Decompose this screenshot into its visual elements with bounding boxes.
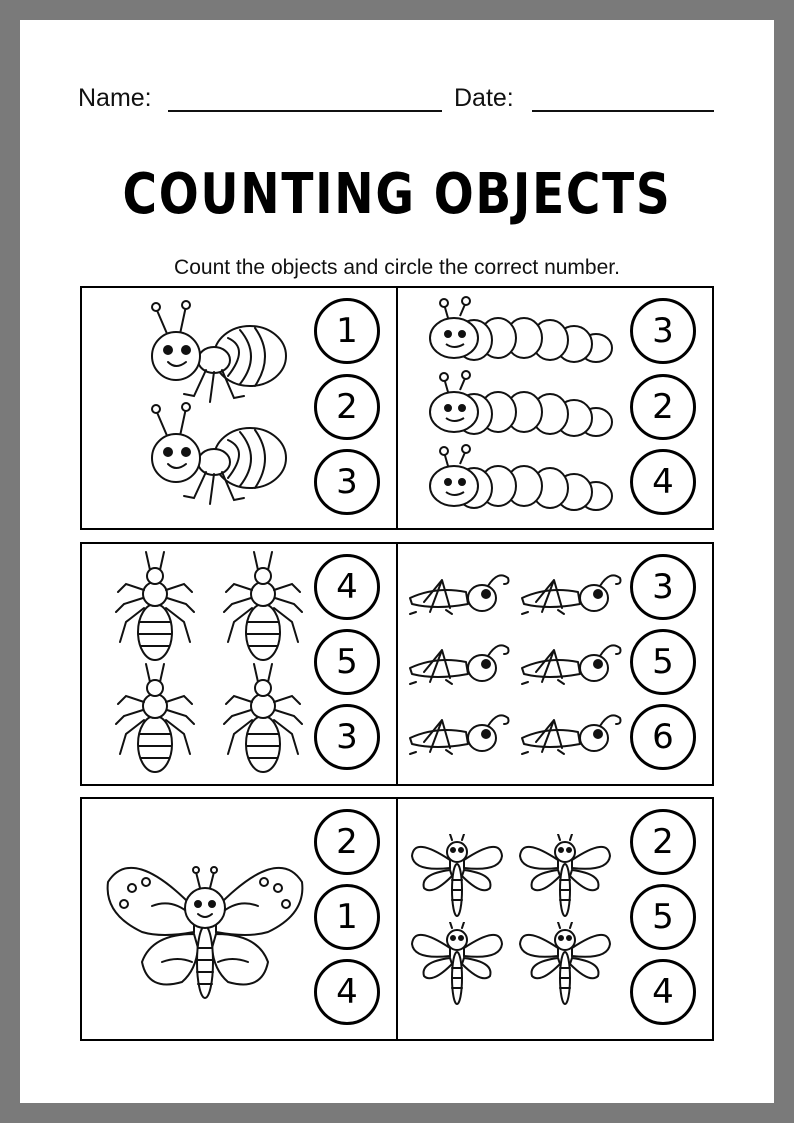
choice-circle[interactable]: 4: [314, 554, 380, 620]
choice-circle[interactable]: 5: [630, 629, 696, 695]
dragonfly-icon: [518, 834, 612, 918]
choice-circle[interactable]: 4: [630, 959, 696, 1025]
choice-circle[interactable]: 2: [314, 374, 380, 440]
choice-circle[interactable]: 5: [314, 629, 380, 695]
instructions-text: Count the objects and circle the correct number.: [174, 256, 620, 279]
choice-circle[interactable]: 6: [630, 704, 696, 770]
worksheet-title: COUNTING OBJECTS: [122, 162, 672, 227]
beetle-icon: [220, 662, 306, 780]
date-blank-line[interactable]: [532, 110, 714, 112]
caterpillar-icon: [424, 296, 620, 376]
beetle-icon: [220, 550, 306, 668]
caterpillar-icon: [424, 444, 620, 524]
name-blank-line[interactable]: [168, 110, 442, 112]
grasshopper-icon: [518, 708, 624, 764]
butterfly-icon: [102, 852, 308, 1004]
beetle-icon: [112, 662, 198, 780]
name-label: Name:: [78, 84, 152, 112]
ant-icon: [110, 400, 310, 510]
date-label: Date:: [454, 84, 514, 112]
choice-circle[interactable]: 5: [630, 884, 696, 950]
choice-circle[interactable]: 3: [314, 704, 380, 770]
choice-circle[interactable]: 1: [314, 298, 380, 364]
choice-circle[interactable]: 1: [314, 884, 380, 950]
grasshopper-icon: [406, 708, 512, 764]
choice-circle[interactable]: 2: [314, 809, 380, 875]
caterpillar-icon: [424, 370, 620, 450]
dragonfly-icon: [410, 834, 504, 918]
ant-icon: [110, 298, 310, 408]
dragonfly-icon: [518, 922, 612, 1006]
choice-circle[interactable]: 3: [630, 554, 696, 620]
choice-circle[interactable]: 2: [630, 809, 696, 875]
dragonfly-icon: [410, 922, 504, 1006]
grasshopper-icon: [518, 568, 624, 624]
choice-circle[interactable]: 3: [314, 449, 380, 515]
grasshopper-icon: [406, 638, 512, 694]
choice-circle[interactable]: 4: [630, 449, 696, 515]
choice-circle[interactable]: 2: [630, 374, 696, 440]
grasshopper-icon: [518, 638, 624, 694]
grasshopper-icon: [406, 568, 512, 624]
choice-circle[interactable]: 3: [630, 298, 696, 364]
beetle-icon: [112, 550, 198, 668]
choice-circle[interactable]: 4: [314, 959, 380, 1025]
worksheet-page: [20, 20, 774, 1103]
